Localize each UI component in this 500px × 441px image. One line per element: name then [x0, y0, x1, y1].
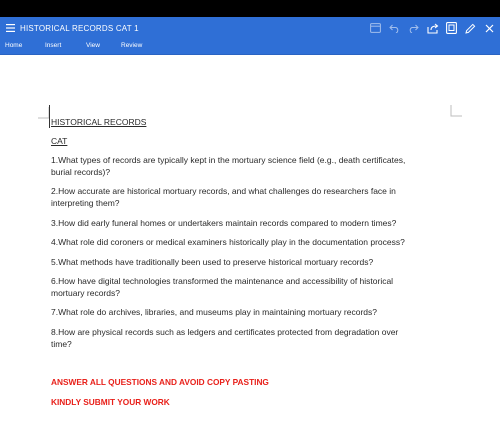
tab-home[interactable]: Home [5, 42, 23, 49]
tab-insert[interactable]: Insert [45, 42, 62, 49]
question-8-line-2: time? [51, 339, 72, 349]
instruction-answer-all: ANSWER ALL QUESTIONS AND AVOID COPY PASTING [51, 377, 269, 387]
status-bar [0, 0, 500, 17]
document-subheading: CAT [51, 136, 68, 146]
tab-view[interactable]: View [86, 42, 100, 49]
share-icon[interactable] [426, 22, 439, 35]
question-2-line-2: interpreting them? [51, 198, 120, 208]
document-title: HISTORICAL RECORDS CAT 1 [20, 23, 139, 33]
question-7: 7.What role do archives, libraries, and museums play in maintaining mortuary records? [51, 307, 377, 317]
question-1-line-1: 1.What types of records are typically kept in the mortuary science field (e.g., death certificates, [51, 155, 406, 165]
question-6-line-2: mortuary records? [51, 288, 120, 298]
ribbon-tabs [0, 39, 500, 55]
question-4: 4.What role did coroners or medical examiners historically play in the documentation process? [51, 237, 405, 247]
instruction-submit: KINDLY SUBMIT YOUR WORK [51, 397, 170, 407]
question-3: 3.How did early funeral homes or undertakers maintain records compared to modern times? [51, 218, 397, 228]
question-6-line-1: 6.How have digital technologies transformed the maintenance and accessibility of historical [51, 276, 394, 286]
margin-corner-right [450, 105, 462, 117]
document-heading: HISTORICAL RECORDS [51, 117, 147, 127]
undo-icon[interactable] [388, 22, 401, 35]
layout-icon[interactable] [369, 22, 382, 35]
page-view-icon[interactable] [445, 22, 458, 35]
question-1-line-2: burial records)? [51, 167, 111, 177]
edit-icon[interactable] [464, 22, 477, 35]
tab-review[interactable]: Review [121, 42, 143, 49]
close-icon[interactable] [483, 22, 496, 35]
redo-icon[interactable] [407, 22, 420, 35]
question-8-line-1: 8.How are physical records such as ledgers and certificates protected from degradation over [51, 327, 399, 337]
hamburger-menu-icon[interactable] [1, 17, 19, 39]
title-bar [0, 17, 500, 39]
text-cursor [49, 105, 50, 128]
question-5: 5.What methods have traditionally been used to preserve historical mortuary records? [51, 257, 374, 267]
question-2-line-1: 2.How accurate are historical mortuary records, and what challenges do researchers face in [51, 186, 396, 196]
